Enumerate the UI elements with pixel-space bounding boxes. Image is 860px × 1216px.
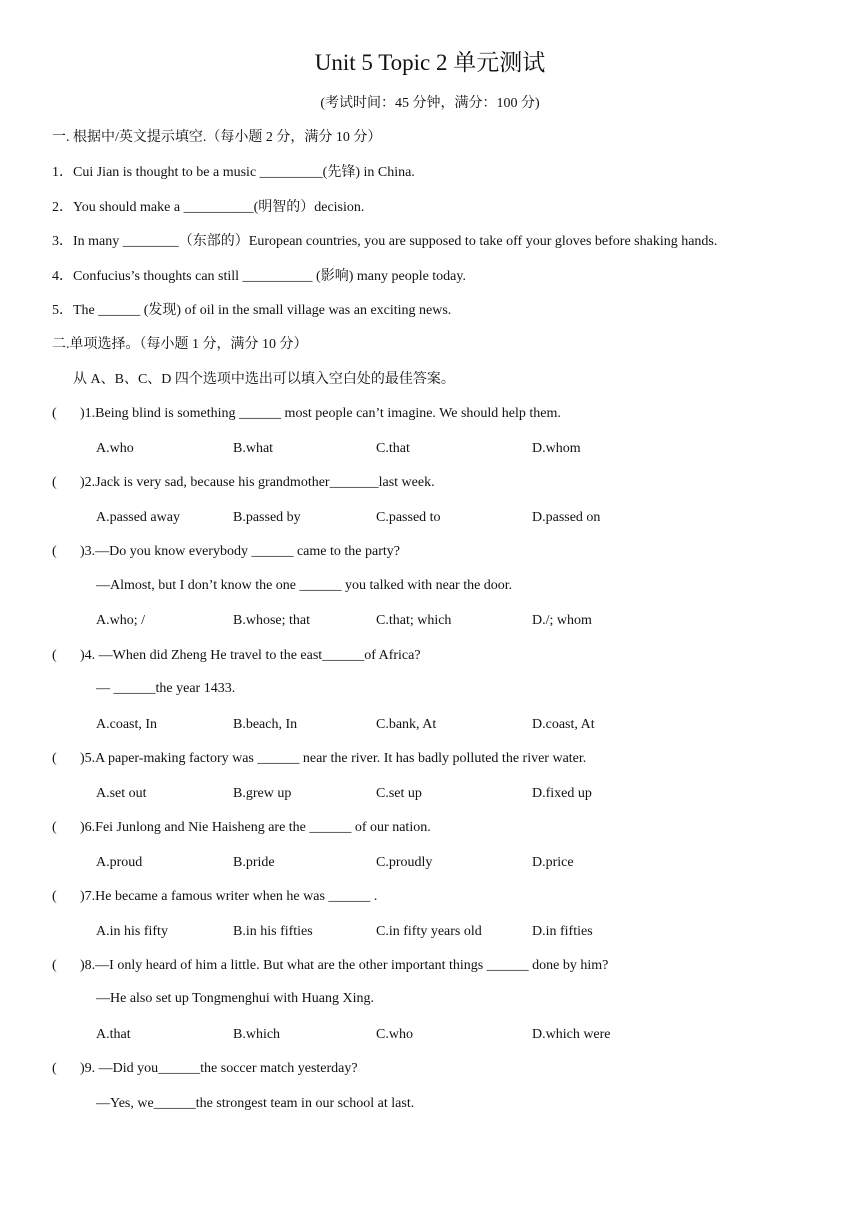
option-a: A.who; / (96, 613, 145, 628)
option-a: A.in his fifty (96, 924, 168, 939)
option-d: D.price (532, 855, 574, 870)
answer-paren: ( (52, 751, 57, 766)
option-b: B.beach, In (233, 717, 298, 732)
option-d: D.fixed up (532, 786, 592, 801)
section2-heading: 二.单项选择。（每小题 1 分，满分 10 分） (52, 337, 308, 352)
question-4-reply: — ______the year 1433. (96, 681, 236, 696)
fill-item-3: 3．In many ________（东部的）European countries, you are supposed to take off your gloves before shaking hands. (52, 234, 718, 249)
option-b: B.whose; that (233, 613, 310, 628)
option-b: B.which (233, 1027, 281, 1042)
answer-paren: ( (52, 889, 57, 904)
option-d: D.which were (532, 1027, 611, 1042)
option-c: C.proudly (376, 855, 433, 870)
option-b: B.grew up (233, 786, 292, 801)
question-7: )7.He became a famous writer when he was ______ . (80, 889, 378, 904)
section2-instruction: 从 A、B、C、D 四个选项中选出可以填入空白处的最佳答案。 (73, 372, 455, 387)
question-5: )5.A paper-making factory was ______ near the river. It has badly polluted the river water. (80, 751, 587, 766)
fill-item-2: 2．You should make a __________(明智的）decision. (52, 200, 365, 215)
question-8-reply: —He also set up Tongmenghui with Huang Xing. (96, 991, 374, 1006)
option-a: A.coast, In (96, 717, 158, 732)
answer-paren: ( (52, 648, 57, 663)
question-2: )2.Jack is very sad, because his grandmother_______last week. (80, 475, 435, 490)
fill-item-1: 1．Cui Jian is thought to be a music _________(先锋) in China. (52, 165, 415, 180)
answer-paren: ( (52, 820, 57, 835)
answer-paren: ( (52, 475, 57, 490)
answer-paren: ( (52, 406, 57, 421)
option-c: C.that (376, 441, 410, 456)
option-c: C.in fifty years old (376, 924, 482, 939)
option-a: A.set out (96, 786, 147, 801)
question-3-reply: —Almost, but I don’t know the one ______ you talked with near the door. (96, 578, 513, 593)
option-a: A.passed away (96, 510, 180, 525)
option-a: A.who (96, 441, 134, 456)
document-title: Unit 5 Topic 2 单元测试 (314, 50, 546, 75)
option-c: C.bank, At (376, 717, 437, 732)
question-9: )9. —Did you______the soccer match yesterday? (80, 1061, 358, 1076)
option-d: D.in fifties (532, 924, 593, 939)
option-c: C.that; which (376, 613, 452, 628)
question-4: )4. —When did Zheng He travel to the east______of Africa? (80, 648, 421, 663)
option-a: A.proud (96, 855, 143, 870)
option-d: D.coast, At (532, 717, 595, 732)
option-d: D.whom (532, 441, 581, 456)
question-1: )1.Being blind is something ______ most people can’t imagine. We should help them. (80, 406, 561, 421)
option-c: C.set up (376, 786, 422, 801)
option-c: C.who (376, 1027, 413, 1042)
option-d: D.passed on (532, 510, 601, 525)
option-d: D./; whom (532, 613, 592, 628)
option-b: B.what (233, 441, 274, 456)
option-a: A.that (96, 1027, 131, 1042)
question-9-reply: —Yes, we______the strongest team in our school at last. (96, 1096, 415, 1111)
question-8: )8.—I only heard of him a little. But what are the other important things ______ done by him? (80, 958, 609, 973)
fill-item-4: 4．Confucius’s thoughts can still __________ (影响) many people today. (52, 269, 466, 284)
option-b: B.in his fifties (233, 924, 313, 939)
exam-info: (考试时间：45 分钟，满分：100 分) (320, 96, 540, 111)
option-b: B.passed by (233, 510, 301, 525)
option-b: B.pride (233, 855, 275, 870)
option-c: C.passed to (376, 510, 441, 525)
answer-paren: ( (52, 544, 57, 559)
question-3: )3.—Do you know everybody ______ came to the party? (80, 544, 400, 559)
section1-heading: 一. 根据中/英文提示填空.（每小题 2 分，满分 10 分） (52, 130, 382, 145)
answer-paren: ( (52, 958, 57, 973)
fill-item-5: 5．The ______ (发现) of oil in the small village was an exciting news. (52, 303, 452, 318)
question-6: )6.Fei Junlong and Nie Haisheng are the ______ of our nation. (80, 820, 431, 835)
answer-paren: ( (52, 1061, 57, 1076)
